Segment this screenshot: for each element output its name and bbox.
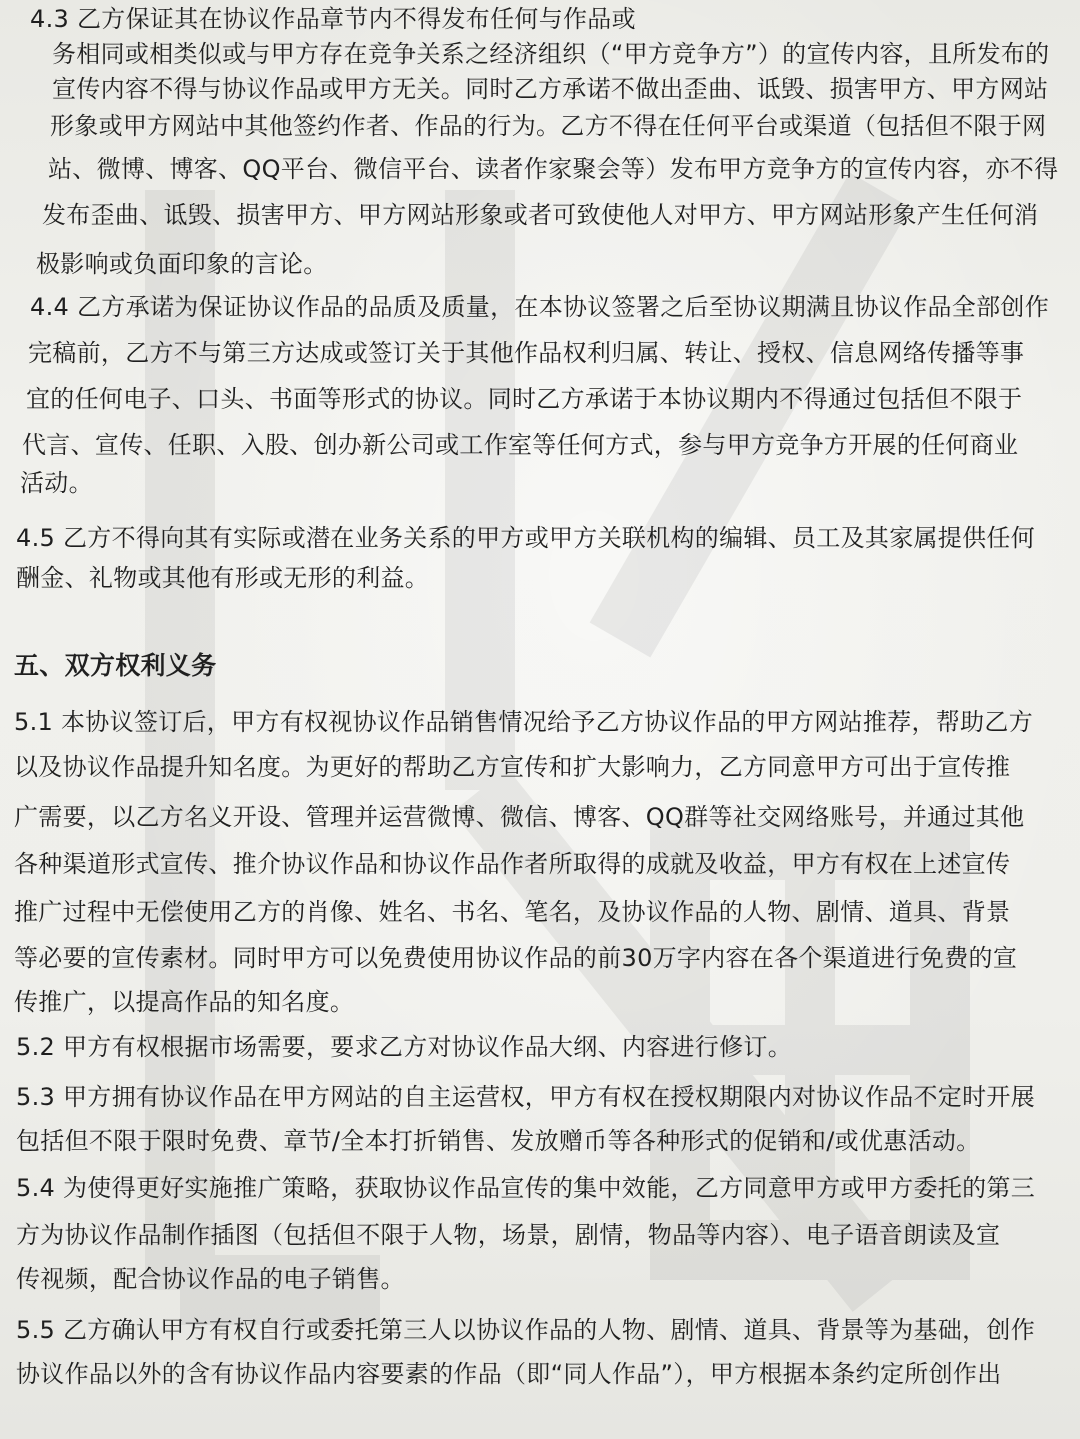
clause-4-4-line-5: 活动。 <box>20 469 93 497</box>
clause-5-3-line-1: 5.3 甲方拥有协议作品在甲方网站的自主运营权，甲方有权在授权期限内对协议作品不定时开展 <box>16 1083 1035 1111</box>
clause-5-1-line-7: 传推广，以提高作品的知名度。 <box>14 988 355 1016</box>
clause-4-3-line-6: 发布歪曲、诋毁、损害甲方、甲方网站形象或者可致使他人对甲方、甲方网站形象产生任何消 <box>42 201 1039 229</box>
clause-5-1-line-6: 等必要的宣传素材。同时甲方可以免费使用协议作品的前30万字内容在各个渠道进行免费的宣 <box>14 944 1018 972</box>
clause-5-1-line-5: 推广过程中无偿使用乙方的肖像、姓名、书名、笔名，及协议作品的人物、剧情、道具、背景 <box>14 898 1011 926</box>
clause-5-5-line-2: 协议作品以外的含有协议作品内容要素的作品（即“同人作品”），甲方根据本条约定所创作出 <box>16 1360 1002 1388</box>
clause-4-3-line-5: 站、微博、博客、QQ平台、微信平台、读者作家聚会等）发布甲方竞争方的宣传内容，亦不得 <box>48 155 1059 183</box>
clause-5-5-line-1: 5.5 乙方确认甲方有权自行或委托第三人以协议作品的人物、剧情、道具、背景等为基础，创作 <box>16 1316 1035 1344</box>
clause-4-4-line-1: 4.4 乙方承诺为保证协议作品的品质及质量，在本协议签署之后至协议期满且协议作品全部创作 <box>30 293 1049 321</box>
clause-5-1-line-1: 5.1 本协议签订后，甲方有权视协议作品销售情况给予乙方协议作品的甲方网站推荐，帮助乙方 <box>14 708 1033 736</box>
clause-4-5-line-1: 4.5 乙方不得向其有实际或潜在业务关系的甲方或甲方关联机构的编辑、员工及其家属提供任何 <box>16 524 1035 552</box>
clause-4-4-line-3: 宜的任何电子、口头、书面等形式的协议。同时乙方承诺于本协议期内不得通过包括但不限于 <box>26 385 1023 413</box>
clause-4-5-line-2: 酬金、礼物或其他有形或无形的利益。 <box>16 564 430 592</box>
clause-5-3-line-2: 包括但不限于限时免费、章节/全本打折销售、发放赠币等各种形式的促销和/或优惠活动。 <box>16 1127 981 1155</box>
clause-4-4-line-2: 完稿前，乙方不与第三方达成或签订关于其他作品权利归属、转让、授权、信息网络传播等事 <box>28 339 1025 367</box>
clause-4-3-line-7: 极影响或负面印象的言论。 <box>36 250 328 278</box>
clause-5-1-line-2: 以及协议作品提升知名度。为更好的帮助乙方宣传和扩大影响力，乙方同意甲方可出于宣传推 <box>14 753 1011 781</box>
clause-5-2-line-1: 5.2 甲方有权根据市场需要，要求乙方对协议作品大纲、内容进行修订。 <box>16 1033 792 1061</box>
clause-4-3-line-1: 4.3 乙方保证其在协议作品章节内不得发布任何与作品或 <box>30 5 636 33</box>
clause-4-3-line-2: 务相同或相类似或与甲方存在竞争关系之经济组织（“甲方竞争方”）的宣传内容，且所发布的 <box>52 40 1050 68</box>
clause-5-4-line-3: 传视频，配合协议作品的电子销售。 <box>16 1265 405 1293</box>
clause-4-3-line-3: 宣传内容不得与协议作品或甲方无关。同时乙方承诺不做出歪曲、诋毁、损害甲方、甲方网站 <box>52 75 1049 103</box>
clause-5-4-line-1: 5.4 为使得更好实施推广策略，获取协议作品宣传的集中效能，乙方同意甲方或甲方委托的第三 <box>16 1174 1035 1202</box>
clause-5-1-line-4: 各种渠道形式宣传、推介协议作品和协议作品作者所取得的成就及收益，甲方有权在上述宣传 <box>14 850 1011 878</box>
clause-4-4-line-4: 代言、宣传、任职、入股、创办新公司或工作室等任何方式，参与甲方竞争方开展的任何商业 <box>22 431 1019 459</box>
clause-5-4-line-2: 方为协议作品制作插图（包括但不限于人物，场景，剧情，物品等内容）、电子语音朗读及宣 <box>16 1221 1001 1249</box>
clause-5-1-line-3: 广需要，以乙方名义开设、管理并运营微博、微信、博客、QQ群等社交网络账号，并通过其他 <box>14 803 1025 831</box>
clause-4-3-line-4: 形象或甲方网站中其他签约作者、作品的行为。乙方不得在任何平台或渠道（包括但不限于网 <box>50 112 1047 140</box>
section-5-heading: 五、双方权利义务 <box>14 651 217 680</box>
